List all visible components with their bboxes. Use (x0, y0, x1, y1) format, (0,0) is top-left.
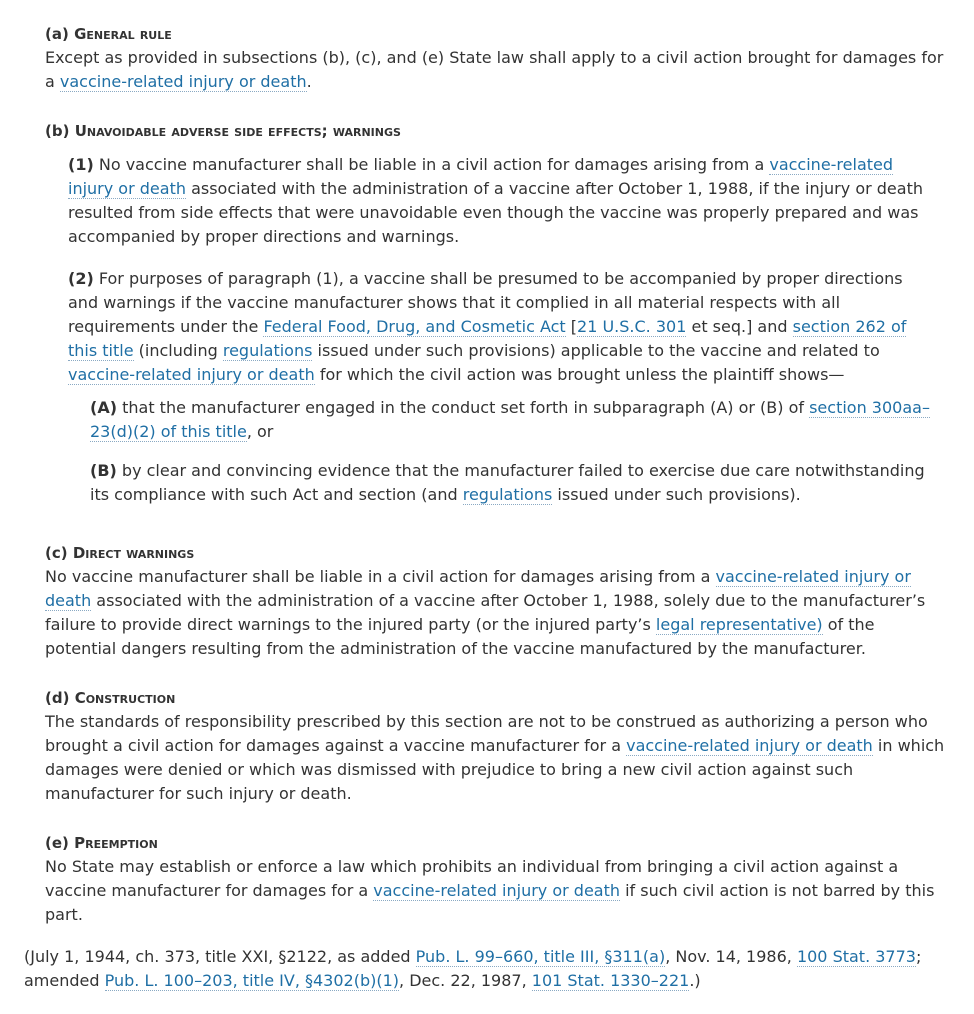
text-run: No vaccine manufacturer shall be liable in a civil action for damages arising from a (93, 155, 770, 174)
subsection-e-enum: (e) (45, 834, 69, 852)
text-run: that the manufacturer engaged in the conduct set forth in subparagraph (A) or (B) of (117, 398, 810, 417)
subsection-a-heading-text: General rule (74, 25, 172, 43)
paragraph-b-1-enum: (1) (68, 155, 94, 174)
subsection-a-enum: (a) (45, 25, 69, 43)
regulations-link[interactable]: regulations (462, 485, 553, 504)
subsection-e (45, 831, 945, 927)
text-run: for which the civil action was brought unless the plaintiff shows— (314, 365, 845, 384)
subsection-e-heading (45, 831, 945, 855)
subsection-c (45, 541, 945, 661)
subparagraph-A-enum: (A) (90, 398, 118, 417)
subsection-c-enum: (c) (45, 544, 68, 562)
text-run: et seq.] and (686, 317, 793, 336)
text-run: ; amended (24, 947, 922, 990)
text-run: , Dec. 22, 1987, (399, 971, 532, 990)
text-run: .) (689, 971, 701, 990)
text-run: issued under such provisions). (552, 485, 801, 504)
stat-100-3773-link[interactable]: 100 Stat. 3773 (796, 947, 916, 966)
text-run: associated with the administration of a vaccine after October 1, 1988, if the injury or death resulted from side effects that were unavoidable even though the vaccine was properly prepared and was accompanied by proper directions and warnings. (68, 179, 923, 246)
paragraph-b-2 (68, 267, 936, 387)
subsection-b (45, 119, 945, 143)
subsection-d-heading-text: Construction (74, 689, 176, 707)
text-run: by clear and convincing evidence that the manufacturer failed to exercise due care notwithstanding its compliance with such Act and section (and (90, 461, 925, 504)
regulations-link[interactable]: regulations (222, 341, 313, 360)
public-law-100-203-link[interactable]: Pub. L. 100–203, title IV, §4302(b)(1) (104, 971, 400, 990)
subsection-d-text (45, 710, 945, 806)
text-run: (including (133, 341, 223, 360)
subparagraph-b-2-B (90, 459, 936, 507)
text-run: . (306, 72, 312, 91)
text-run: in which damages were denied or which was dismissed with prejudice to bring a new civil action against such manufacturer for such injury or death. (45, 736, 945, 803)
text-run: , or (246, 422, 274, 441)
subsection-b-heading-text: Unavoidable adverse side effects; warnings (74, 122, 401, 140)
definition-link[interactable]: vaccine-related injury or death (45, 567, 911, 610)
text-run: [ (565, 317, 578, 336)
definition-link[interactable]: vaccine-related injury or death (68, 365, 315, 384)
text-run: Except as provided in subsections (b), (c), and (e) State law shall apply to a civil action brought for damages for a (45, 48, 944, 91)
definition-link[interactable]: vaccine-related injury or death (59, 72, 307, 91)
paragraph-b-1 (68, 153, 936, 249)
stat-101-1330-221-link[interactable]: 101 Stat. 1330–221 (531, 971, 690, 990)
subsection-b-enum: (b) (45, 122, 70, 140)
subsection-e-text (45, 855, 945, 927)
subsection-c-heading-text: Direct warnings (72, 544, 195, 562)
section-300aa-23-link[interactable]: section 300aa–23(d)(2) of this title (90, 398, 930, 441)
subsection-c-text (45, 565, 945, 661)
text-run: No vaccine manufacturer shall be liable in a civil action for damages arising from a (45, 567, 716, 586)
definition-link[interactable]: vaccine-related injury or death (626, 736, 873, 755)
text-run: if such civil action is not barred by this part. (45, 881, 935, 924)
subsection-a-heading (45, 22, 945, 46)
subparagraph-b-2-A (90, 396, 936, 444)
text-run: The standards of responsibility prescribed by this section are not to be construed as authorizing a person who brought a civil action for damages against a vaccine manufacturer for a (45, 712, 928, 755)
section-262-link[interactable]: section 262 of this title (68, 317, 907, 360)
subsection-d-heading (45, 686, 945, 710)
text-run: For purposes of paragraph (1), a vaccine shall be presumed to be accompanied by proper directions and warnings if the vaccine manufacturer shows that it complied in all material respects with all requirements under the (68, 269, 903, 336)
definition-link[interactable]: vaccine-related injury or death (373, 881, 621, 900)
definition-link[interactable]: vaccine-related injury or death (68, 155, 894, 198)
subsection-d-enum: (d) (45, 689, 70, 707)
source-credit (24, 945, 954, 993)
subsection-e-heading-text: Preemption (74, 834, 158, 852)
subsection-c-heading (45, 541, 945, 565)
text-run: issued under such provisions) applicable to the vaccine and related to (312, 341, 880, 360)
usc-301-link[interactable]: 21 U.S.C. 301 (577, 317, 687, 336)
paragraph-b-2-enum: (2) (68, 269, 94, 288)
subsection-d (45, 686, 945, 806)
public-law-99-660-link[interactable]: Pub. L. 99–660, title III, §311(a) (415, 947, 666, 966)
text-run: No State may establish or enforce a law which prohibits an individual from bringing a civil action against a vaccine manufacturer for damages for a (45, 857, 899, 900)
text-run: of the potential dangers resulting from the administration of the vaccine manufactured by the manufacturer. (45, 615, 875, 658)
text-run: associated with the administration of a vaccine after October 1, 1988, solely due to the manufacturer’s failure to provide direct warnings to the injured party (or the injured party’s (45, 591, 926, 634)
legal-representative-link[interactable]: legal representative) (655, 615, 823, 634)
subsection-b-heading (45, 119, 945, 143)
text-run: (July 1, 1944, ch. 373, title XXI, §2122, as added (24, 947, 416, 966)
subsection-a (45, 22, 945, 94)
subparagraph-B-enum: (B) (90, 461, 117, 480)
subsection-a-text (45, 46, 945, 94)
text-run: , Nov. 14, 1986, (665, 947, 797, 966)
fdca-link[interactable]: Federal Food, Drug, and Cosmetic Act (263, 317, 566, 336)
